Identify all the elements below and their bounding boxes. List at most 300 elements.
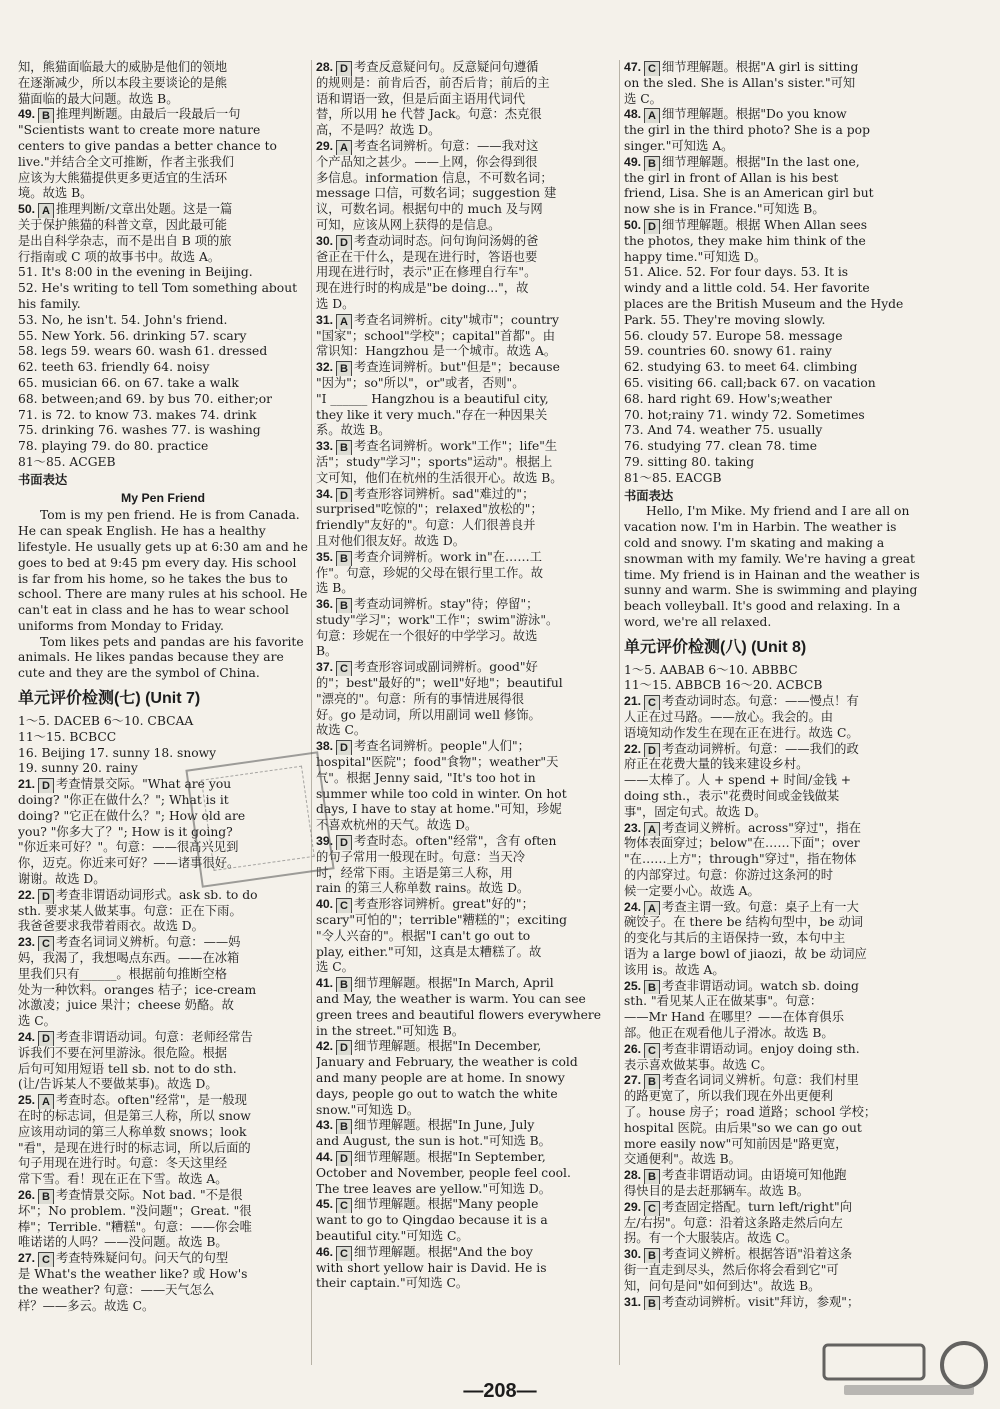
text-line: the girl in front of Allan is his best [624, 170, 839, 185]
question-item [624, 218, 924, 234]
question-item [316, 1245, 616, 1261]
text-line: 冰激凌；juice 果汁；cheese 奶酪。故 [18, 998, 234, 1013]
text-line: 的变化与其后的主语保持一致，本句中主 [624, 931, 846, 946]
explanation-text: 考查反意疑问句。反意疑问句遵循 [354, 60, 539, 74]
explanation-text: 细节理解题。根据"In the last one, [662, 154, 860, 169]
question-number: 24. [18, 1030, 36, 1045]
text-line: centers to give pandas a better chance to [18, 138, 277, 153]
text-line: 该用 is。故选 A。 [624, 962, 725, 977]
text-line: 坏"；No problem. "没问题"；Great. "很 [18, 1203, 252, 1218]
text-line: 了。house 房子；road 道路；school 学校； [624, 1105, 877, 1119]
answer-box: C [336, 898, 352, 913]
question-number: 48. [624, 107, 642, 122]
unit-heading: 单元评价检测(七) (Unit 7) [18, 690, 201, 708]
text-line: 51. It's 8:00 in the evening in Beijing. [18, 265, 253, 280]
text-line: 65. musician 66. on 67. take a walk [18, 375, 239, 390]
answer-box: A [38, 203, 54, 218]
text-line: "国家"；school"学校"；capital"首都"。由 [316, 328, 555, 343]
text-line: 78. playing 79. do 80. practice [18, 439, 209, 454]
question-item [624, 900, 924, 916]
question-item [624, 60, 924, 76]
question-item [18, 935, 308, 951]
text-line: singer."可知选 A。 [624, 138, 734, 153]
text-line: play, either."可知，这真是太糟糕了。故 [316, 944, 542, 959]
text-line: you? "你多大了？"; How is it going? [18, 824, 233, 839]
answer-box: C [38, 936, 54, 951]
question-number: 22. [624, 741, 642, 756]
text-line: friend, Lisa. She is an American girl but [624, 186, 874, 201]
text-line: hospital 医院。由后果"so we can go out [624, 1120, 862, 1135]
text-line: 气"。根据 Jenny said, "It's too hot in [316, 770, 536, 785]
question-item [624, 107, 924, 123]
question-number: 26. [18, 1187, 36, 1202]
question-number: 42. [316, 1039, 334, 1054]
question-item [18, 1030, 308, 1046]
answer-box: D [38, 1031, 54, 1046]
text-line: hospital"医院"；food"食物"；weather"天 [316, 755, 559, 770]
question-number: 31. [624, 1294, 642, 1309]
text-line: 选 D。 [316, 296, 355, 311]
text-line: 11～15. BCBCC [18, 729, 117, 744]
text-line: 59. countries 60. snowy 61. rainy [624, 344, 832, 359]
text-line: B。 [316, 644, 338, 659]
answer-box: D [336, 835, 352, 850]
question-item [18, 1093, 308, 1109]
text-line: The tree leaves are yellow."可知选 D。 [316, 1181, 552, 1196]
column-left [18, 60, 308, 1365]
question-item [18, 107, 308, 123]
text-line: 76. studying 77. clean 78. time [624, 439, 818, 454]
question-item [316, 439, 616, 455]
text-line: 68. hard right 69. How's;weather [624, 391, 832, 406]
text-line: sth. "看见某人正在做某事"。句意： [624, 994, 823, 1009]
question-number: 44. [316, 1149, 334, 1164]
mxqe-watermark-logo [814, 1337, 994, 1401]
text-line: the weather? 句意：——天气怎么 [18, 1282, 215, 1297]
question-number: 36. [316, 597, 334, 612]
text-line: 活"；study"学习"；sports"运动"。根据上 [316, 454, 553, 469]
explanation-text: 细节理解题。根据"In June, July [354, 1118, 535, 1133]
question-item [624, 979, 924, 995]
text-line: 常下雪。看！现在正在下雪。故选 A。 [18, 1172, 228, 1187]
question-number: 21. [18, 777, 36, 792]
answer-box: B [336, 977, 352, 992]
answer-box: C [644, 695, 660, 710]
answer-box: B [644, 1296, 660, 1311]
text-line: 在逐渐减少，所以本段主要谈论的是熊 [18, 75, 228, 90]
text-line: 街一直走到尽头，然后你将会看到它"可 [624, 1262, 839, 1277]
question-number: 45. [316, 1197, 334, 1212]
question-number: 23. [624, 820, 642, 835]
text-line: 知，熊猫面临最大的威胁是他们的领地 [18, 60, 228, 74]
essay-paragraph: Hello, I'm Mike. My friend and I are all on vacation now. I'm in Harbin. The weather is cold and snowy. I'm skating and making a snowman with my family. We're having a great time. My friend is in Hainan and the weather is sunny and warm. She is swimming and playing beach volleyball. It's good and relaxing. In a word, we're all relaxed. [624, 504, 920, 629]
text-line: and many people are at home. In snowy [316, 1071, 565, 1085]
answer-box: A [38, 1094, 54, 1109]
text-line: 人正在过马路。——放心。我会的。由 [624, 710, 834, 725]
question-number: 39. [316, 834, 334, 849]
text-line: in the street."可知选 B。 [316, 1023, 465, 1038]
text-line: 55. New York. 56. drinking 57. scary [18, 328, 247, 343]
answer-box: B [336, 361, 352, 376]
answer-box: B [644, 980, 660, 995]
answer-box: B [644, 1169, 660, 1184]
text-line: windy and a little cold. 54. Her favorite [624, 281, 870, 296]
question-item [624, 1168, 924, 1184]
explanation-text: 考查词义辨析。根据答语"沿着这条 [662, 1247, 853, 1262]
explanation-text: 细节理解题。根据"Many people [354, 1197, 539, 1212]
text-line: 81～85. EACGB [624, 470, 722, 485]
text-line: the girl in the third photo? She is a pop [624, 123, 870, 138]
text-line: green trees and beautiful flowers everywhere [316, 1007, 602, 1022]
question-item [624, 694, 924, 710]
question-number: 21. [624, 694, 642, 709]
question-number: 41. [316, 976, 334, 991]
text-line: doing? "它正在做什么？"; How old are [18, 808, 246, 823]
text-line: 不喜欢杭州的天气。故选 D。 [316, 818, 478, 833]
text-line: 53. No, he isn't. 54. John's friend. [18, 312, 228, 327]
text-line: 选 B。 [316, 581, 354, 596]
text-line: 后句可知用短语 tell sb. not to do sth. [18, 1061, 237, 1076]
text-line: with short yellow hair is David. He is [316, 1260, 547, 1275]
text-line: 常识知：Hangzhou 是一个城市。故选 A。 [316, 344, 557, 359]
question-number: 38. [316, 739, 334, 754]
text-line: 个产品知之甚少。——上网，你会得到很 [316, 154, 538, 169]
text-line: 府正在花费大量的钱来建设乡村。 [624, 757, 809, 772]
text-line: they like it very much."存在一种因果关 [316, 407, 548, 422]
answer-box: B [644, 156, 660, 171]
text-line: his family. [18, 296, 81, 311]
text-line: 68. between;and 69. by bus 70. either;or [18, 391, 273, 406]
question-number: 47. [624, 60, 642, 74]
text-line: ——太棒了。人 + spend + 时间/金钱 + [624, 773, 852, 788]
text-line: 关于保护熊猫的科普文章，因此最可能 [18, 217, 228, 232]
answer-box: D [644, 743, 660, 758]
answer-box: D [336, 61, 352, 76]
explanation-text: 考查名词词义辨析。句意：我们村里 [662, 1073, 859, 1088]
text-line: 得快目的是去赶那辆车。故选 B。 [624, 1183, 810, 1198]
question-item [624, 1295, 924, 1311]
text-line: 碗饺子。在 there be 结构句型中，be 动词 [624, 915, 864, 930]
explanation-text: 考查介词辨析。work in"在……工 [354, 549, 542, 564]
explanation-text: 细节理解题。根据"Do you know [662, 107, 847, 122]
text-line: 是出自科学杂志，而不是出自 B 项的旅 [18, 233, 232, 248]
text-line: 左/右拐"。句意：沿着这条路走然后向左 [624, 1215, 843, 1230]
text-line: 可知，应该从网上获得的是信息。 [316, 217, 501, 232]
text-line: 我爸爸要求我带着雨衣。故选 D。 [18, 919, 204, 934]
text-line: January and February, the weather is cold [316, 1055, 578, 1070]
text-line: 句子用现在进行时。句意：冬天这里经 [18, 1156, 228, 1171]
question-item [624, 1200, 924, 1216]
question-number: 49. [624, 154, 642, 169]
question-number: 35. [316, 549, 334, 564]
section-heading: 书面表达 [624, 488, 674, 503]
text-line: study"学习"；work"工作"；swim"游泳"。 [316, 612, 559, 627]
question-number: 46. [316, 1244, 334, 1259]
question-number: 40. [316, 897, 334, 912]
column-right [624, 60, 924, 1365]
question-item [624, 1247, 924, 1263]
explanation-text: 考查非谓语动词形式。ask sb. to do [56, 887, 258, 902]
text-line: 物体表面穿过；below"在……下面"；over [624, 836, 860, 851]
text-line: 知，问句是问"如何到达"。故选 B。 [624, 1278, 821, 1293]
question-number: 25. [624, 978, 642, 993]
explanation-text: 考查时态。often"经常"，含有 often [354, 834, 557, 849]
explanation-text: 推理判断题。由最后一段最后一句 [56, 107, 241, 122]
text-line: 选 C。 [624, 91, 662, 106]
explanation-text: 考查形容词或副词辨析。good"好 [354, 660, 538, 675]
library-stamp [185, 751, 334, 887]
text-line: want to go to Qingdao because it is a [316, 1213, 548, 1228]
text-line: happy time."可知选 D。 [624, 249, 767, 264]
answer-box: C [644, 61, 660, 76]
question-number: 43. [316, 1118, 334, 1133]
question-item [316, 487, 616, 503]
question-number: 33. [316, 439, 334, 454]
text-line: "令人兴奋的"。根据"I can't go out to [316, 928, 531, 943]
explanation-text: 考查动词时态。句意：——慢点！有 [662, 694, 859, 709]
text-line: now she is in France."可知选 B。 [624, 202, 825, 217]
text-line: 谢谢。故选 D。 [18, 872, 106, 887]
text-line: and May, the weather is warm. You can see [316, 992, 586, 1007]
explanation-text: 考查情景交际。Not bad. "不是很 [56, 1187, 243, 1202]
answer-box: B [38, 1189, 54, 1204]
question-number: 24. [624, 899, 642, 914]
question-item [316, 360, 616, 376]
text-line: days, people go out to watch the white [316, 1086, 558, 1101]
text-line: 作"。句意，珍妮的父母在银行里工作。故 [316, 565, 544, 580]
explanation-text: 细节理解题。根据"In September, [354, 1149, 546, 1164]
text-line: 样？——多云。故选 C。 [18, 1298, 155, 1313]
text-line: the photos, they make him think of the [624, 233, 866, 248]
text-line: 是 What's the weather like? 或 How's [18, 1266, 248, 1281]
text-line: rain 的第三人称单数 rains。故选 D。 [316, 881, 530, 896]
text-line: 事"，固定句式。故选 D。 [624, 804, 767, 819]
question-item [316, 1118, 616, 1134]
answer-box: B [336, 551, 352, 566]
text-line: "I ______ Hangzhou is a beautiful city, [316, 391, 549, 406]
text-line: 71. is 72. to know 73. makes 74. drink [18, 407, 257, 422]
essay-title: My Pen Friend [120, 490, 206, 505]
text-line: 的"；best"最好的"；well"好地"；beautiful [316, 676, 563, 691]
text-line: doing? "你正在做什么？"; What is it [18, 793, 229, 808]
explanation-text: 考查名词辨析。city"城市"；country [354, 312, 559, 327]
question-item [316, 660, 616, 676]
explanation-text: 推理判断/文章出处题。这是一篇 [56, 202, 233, 217]
answer-box: D [336, 1151, 352, 1166]
explanation-text: 考查形容词辨析。sad"难过的"； [354, 486, 535, 501]
text-line: 的路更宽了，所以我们现在外出更便利 [624, 1089, 834, 1104]
text-line: 56. cloudy 57. Europe 58. message [624, 328, 843, 343]
text-line: 好。go 是动词，所以用副词 well 修饰。 [316, 707, 541, 722]
text-line: 时，经常下雨。主语是第三人称，用 [316, 865, 513, 880]
text-line: 75. drinking 76. washes 77. is washing [18, 423, 261, 438]
question-number: 29. [624, 1199, 642, 1214]
explanation-text: 考查动词辨析。句意：——我们的政 [662, 741, 859, 756]
explanation-text: 细节理解题。根据"A girl is sitting [662, 60, 859, 74]
question-number: 23. [18, 935, 36, 950]
text-line: 猫面临的最大问题。故选 B。 [18, 91, 179, 106]
answer-box: A [336, 314, 352, 329]
page-number: —208— [463, 1380, 537, 1402]
text-line: 现在进行时的构成是"be doing..."，故 [316, 281, 529, 296]
answer-box: C [336, 1246, 352, 1261]
text-line: 境。故选 B。 [18, 186, 93, 201]
answer-box: B [336, 440, 352, 455]
column-divider [619, 60, 620, 1365]
text-line: 语为 a large bowl of jiaozi，故 be 动词应 [624, 947, 867, 962]
answer-box: A [644, 108, 660, 123]
explanation-text: 考查动词时态。问句询问汤姆的爸 [354, 233, 539, 248]
text-line: 你，迈克。你近来可好？——诸事很好。 [18, 856, 240, 871]
text-line: doing sth.，表示"花费时间或金钱做某 [624, 789, 840, 804]
question-item [316, 739, 616, 755]
text-line: 诉我们不要在河里游泳。很危险。根据 [18, 1045, 228, 1060]
text-line: 故选 C。 [316, 723, 367, 738]
text-line: "因为"；so"所以"，or"或者，否则"。 [316, 375, 525, 390]
text-line: 的内部穿过。句意：你游过这条河的时 [624, 868, 834, 883]
answer-box: C [336, 661, 352, 676]
text-line: 行指南或 C 项的故事书中。故选 A。 [18, 249, 221, 264]
text-line: surprised"吃惊的"；relaxed"放松的"； [316, 502, 543, 517]
question-item [316, 313, 616, 329]
text-line: 应该用动词的第三人称单数 snows；look [18, 1124, 247, 1139]
text-line: 候一定要小心。故选 A。 [624, 883, 760, 898]
explanation-text: 细节理解题。根据"In December, [354, 1039, 542, 1054]
text-line: days, I have to stay at home."可知，珍妮 [316, 802, 562, 817]
answer-box: D [38, 778, 54, 793]
answer-box: D [644, 219, 660, 234]
text-line: 1～5. AABAB 6～10. ABBBC [624, 662, 798, 677]
answer-box: A [644, 822, 660, 837]
text-line: 65. visiting 66. call;back 67. on vacation [624, 375, 876, 390]
text-line: 表示喜欢做某事。故选 C。 [624, 1057, 773, 1072]
text-line: 句意：珍妮在一个很好的中学学习。故选 [316, 628, 538, 643]
text-line: 唯诺诺的人吗？——没问题。故选 B。 [18, 1235, 228, 1250]
text-line: 处为一种饮料。oranges 桔子；ice-cream [18, 982, 257, 997]
question-item [624, 1042, 924, 1058]
answer-box: B [336, 1119, 352, 1134]
explanation-text: 考查时态。often"经常"，是一般现 [56, 1093, 247, 1108]
text-line: 11～15. ABBCB 16～20. ACBCB [624, 678, 823, 693]
answer-box: B [644, 1074, 660, 1089]
text-line: summer while too cold in winter. On hot [316, 786, 567, 801]
explanation-text: 考查连词辨析。but"但是"；because [354, 360, 560, 375]
text-line: scary"可怕的"；terrible"糟糕的"；exciting [316, 913, 568, 928]
unit-heading: 单元评价检测(八) (Unit 8) [624, 638, 807, 656]
question-item [18, 202, 308, 218]
question-item [18, 888, 308, 904]
question-number: 28. [316, 60, 334, 74]
question-number: 50. [624, 217, 642, 232]
answer-box: D [336, 1040, 352, 1055]
question-number: 49. [18, 107, 36, 122]
question-number: 22. [18, 887, 36, 902]
question-item [316, 1039, 616, 1055]
text-line: snow."可知选 D。 [316, 1102, 420, 1117]
question-item [624, 742, 924, 758]
text-line: 81～85. ACGEB [18, 454, 116, 469]
explanation-text: 考查固定搭配。turn left/right"向 [662, 1199, 852, 1214]
explanation-text: 考查非谓语动词。enjoy doing sth. [662, 1041, 860, 1056]
answer-box: D [336, 235, 352, 250]
text-line: 里我们只有______。根据前句推断空格 [18, 966, 228, 981]
answer-box: B [336, 598, 352, 613]
page-body [18, 60, 988, 1365]
question-number: 26. [624, 1041, 642, 1056]
question-number: 50. [18, 202, 36, 217]
text-line: Park. 55. They're moving slowly. [624, 312, 826, 327]
text-line: "漂亮的"。句意：所有的事情进展得很 [316, 691, 525, 706]
answer-box: B [644, 1248, 660, 1263]
text-line: 应该为大熊猫提供更多更适宜的生活环 [18, 170, 228, 185]
text-line: 语境知动作发生在现在正在进行。故选 C。 [624, 725, 859, 740]
explanation-text: 考查形容词辨析。great"好的"； [354, 897, 534, 912]
text-line: beautiful city."可知选 C。 [316, 1228, 469, 1243]
explanation-text: 细节理解题。根据"And the boy [354, 1244, 533, 1259]
answer-box: D [336, 488, 352, 503]
text-line: 语和谓语一致，但是后面主语用代词代 [316, 91, 526, 106]
explanation-text: 考查非谓语动词。watch sb. doing [662, 978, 859, 993]
text-line: places are the British Museum and the Hyde [624, 296, 904, 311]
text-line: 且对他们很友好。故选 D。 [316, 533, 466, 548]
text-line: (让/告诉某人不要做某事)。故选 D。 [18, 1077, 218, 1092]
explanation-text: 考查主谓一致。句意：桌子上有一大 [662, 899, 859, 914]
explanation-text: 考查非谓语动词。由语境可知他跑 [662, 1168, 847, 1183]
question-item [316, 139, 616, 155]
question-item [316, 234, 616, 250]
text-line: 在时的标志词，但是第三人称，所以 snow [18, 1109, 251, 1123]
question-number: 29. [316, 138, 334, 153]
question-item [18, 1188, 308, 1204]
text-line: "看"，是现在进行时的标志词，所以后面的 [18, 1140, 251, 1155]
explanation-text: 考查动词辨析。stay"待；停留"； [354, 597, 539, 612]
explanation-text: 考查名词辨析。people"人们"； [354, 739, 530, 754]
answer-box: C [644, 1043, 660, 1058]
text-line: 的句子常用一般现在时。句意：当天冷 [316, 849, 526, 864]
section-heading: 书面表达 [18, 472, 68, 487]
question-item [18, 1251, 308, 1267]
explanation-text: 细节理解题。根据"In March, April [354, 976, 554, 991]
question-number: 30. [624, 1247, 642, 1262]
text-line: 棒"；Terrible. "糟糕"。句意：——你会唯 [18, 1219, 252, 1234]
question-item [316, 597, 616, 613]
explanation-text: 考查名词词义辨析。句意：——妈 [56, 935, 241, 950]
text-line: more easily now"可知前因是"路更宽， [624, 1136, 848, 1151]
text-line: 爸正在干什么，是现在进行时，答语也要 [316, 249, 538, 264]
text-line: 51. Alice. 52. For four days. 53. It is [624, 265, 849, 280]
explanation-text: 考查情景交际。"What are you [56, 777, 232, 792]
question-item [316, 976, 616, 992]
text-line: sth. 要求某人做某事。句意：正在下雨。 [18, 903, 242, 918]
question-item [316, 834, 616, 850]
explanation-text: 考查动词辨析。visit"拜访，参观"； [662, 1294, 860, 1309]
text-line: 62. teeth 63. friendly 64. noisy [18, 360, 210, 375]
answer-box: C [38, 1252, 54, 1267]
text-line: 的规则是：前肯后否，前否后肯；前后的主 [316, 75, 550, 90]
text-line: and August, the sun is hot."可知选 B。 [316, 1134, 551, 1149]
text-line: October and November, people feel cool. [316, 1165, 571, 1180]
question-item [316, 897, 616, 913]
text-line: 文可知，他们在杭州的生活很开心。故选 B。 [316, 470, 563, 485]
text-line: their captain."可知选 C。 [316, 1276, 469, 1291]
question-number: 32. [316, 360, 334, 375]
explanation-text: 细节理解题。根据 When Allan sees [662, 217, 868, 232]
text-line: 部。他正在观看他儿子滑冰。故选 B。 [624, 1026, 834, 1041]
text-line: 选 C。 [18, 1014, 56, 1029]
question-number: 37. [316, 660, 334, 675]
text-line: 替，所以用 he 代替 Jack。句意：杰克很 [316, 107, 542, 122]
answer-box: A [336, 140, 352, 155]
